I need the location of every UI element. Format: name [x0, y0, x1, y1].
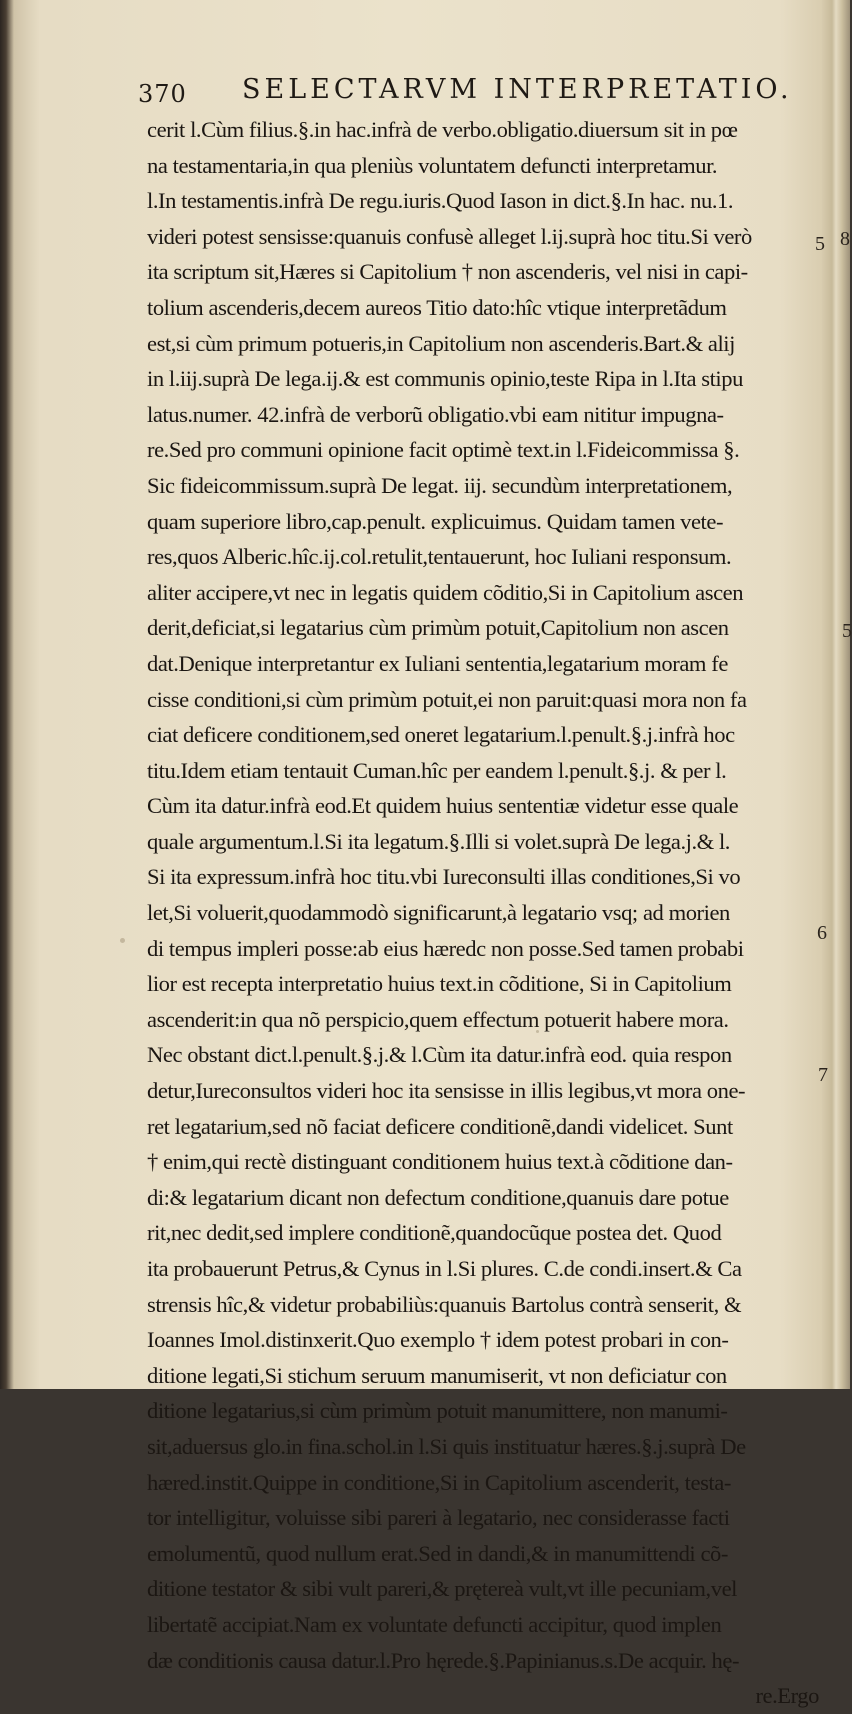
text-line: emolumentũ, quod nullum erat.Sed in dandi,& in manumittendi cõ- — [147, 1540, 728, 1566]
text-line: quale argumentum.l.Si ita legatum.§.Illi si volet.suprà De lega.j.& l. — [147, 828, 731, 854]
text-line: re.Sed pro communi opinione facit optimè text.in l.Fideicommissa §. — [147, 437, 740, 463]
text-line: ditione legatarius,si cùm primùm potuit manumittere, non manumi- — [147, 1398, 728, 1424]
text-line: videri potest sensisse:quanuis confusè alleget l.ij.suprà hoc titu.Si verò — [147, 223, 752, 249]
page-edge — [822, 0, 850, 1389]
text-line: aliter accipere,vt nec in legatis quidem cõditio,Si in Capitolium ascen — [147, 579, 744, 605]
text-line: ciat deficere conditionem,sed oneret legatarium.l.penult.§.j.infrà hoc — [147, 722, 735, 748]
margin-number: 6 — [817, 922, 827, 944]
text-line: hæred.instit.Quippe in conditione,Si in Capitolium ascenderit, testa- — [147, 1469, 731, 1495]
text-line: detur,Iureconsultos videri hoc ita sensisse in illis legibus,vt mora one- — [147, 1078, 746, 1104]
text-line: † enim,qui rectè distinguant conditionem huius text.à cõditione dan- — [147, 1149, 733, 1175]
text-line: derit,deficiat,si legatarius cùm primùm potuit,Capitolium non ascen — [147, 615, 729, 641]
page-number: 370 — [138, 80, 187, 108]
text-line: est,si cùm primum potueris,in Capitolium non ascenderis.Bart.& alij — [147, 330, 735, 356]
text-line: Si ita expressum.infrà hoc titu.vbi Iureconsulti illas conditiones,Si vo — [147, 864, 741, 890]
text-line: ascenderit:in qua nõ perspicio,quem effectum potuerit habere mora. — [147, 1006, 729, 1032]
text-line: na testamentaria,in qua pleniùs voluntatem defuncti interpretamur. — [147, 152, 718, 178]
margin-number: 5 — [842, 620, 852, 642]
text-line: Sic fideicommissum.suprà De legat. iij. secundùm interpretationem, — [147, 472, 733, 498]
text-line: libertatẽ accipiat.Nam ex voluntate defuncti accipitur, quod implen — [147, 1611, 722, 1637]
text-line: Nec obstant dict.l.penult.§.j.& l.Cùm ita datur.infrà eod. quia respon — [147, 1042, 732, 1068]
text-line: ita scriptum sit,Hæres si Capitolium † non ascenderis, vel nisi in capi- — [147, 259, 748, 285]
text-line: Cùm ita datur.infrà eod.Et quidem huius sententiæ videtur esse quale — [147, 793, 739, 819]
text-line: ret legatarium,sed nõ faciat deficere conditionẽ,dandi videlicet. Sunt — [147, 1113, 733, 1139]
text-line: tor intelligitur, voluisse sibi pareri à legatario, nec considerasse facti — [147, 1505, 730, 1531]
text-line: ditione testator & sibi vult pareri,& prętereà vult,vt ille pecuniam,vel — [147, 1576, 737, 1602]
text-line: latus.numer. 42.infrà de verborũ obligatio.vbi eam nititur impugna- — [147, 401, 724, 427]
text-line: dat.Denique interpretantur ex Iuliani sententia,legatarium moram fe — [147, 650, 728, 676]
margin-number: 7 — [818, 1064, 828, 1086]
text-line: res,quos Alberic.hîc.ij.col.retulit,tentauerunt, hoc Iuliani responsum. — [147, 544, 732, 570]
text-line: tolium ascenderis,decem aureos Titio dato:hîc vtique interpretãdum — [147, 294, 727, 320]
margin-number: 5 — [815, 233, 825, 255]
text-line: let,Si voluerit,quodammodò significarunt,à legatario vsq; ad morien — [147, 900, 730, 926]
page-header — [138, 74, 798, 114]
text-line: l.In testamentis.infrà De regu.iuris.Quod Iason in dict.§.In hac. nu.1. — [147, 188, 734, 214]
text-line: sit,aduersus glo.in fina.schol.in l.Si quis instituatur hæres.§.j.suprà De — [147, 1433, 746, 1459]
catchword: re.Ergo — [755, 1683, 819, 1709]
text-line: di tempus impleri posse:ab eius hæredc non posse.Sed tamen probabi — [147, 935, 744, 961]
text-line: di:& legatarium dicant non defectum conditione,quanuis dare potue — [147, 1184, 729, 1210]
text-line: cisse conditioni,si cùm primùm potuit,ei non paruit:quasi mora non fa — [147, 686, 747, 712]
text-line: lior est recepta interpretatio huius text.in cõditione, Si in Capitolium — [147, 971, 732, 997]
body-text — [147, 112, 823, 1714]
text-line: strensis hîc,& videtur probabiliùs:quanuis Bartolus contrà senserit, & — [147, 1291, 742, 1317]
text-line: Ioannes Imol.distinxerit.Quo exemplo † idem potest probari in con- — [147, 1327, 729, 1353]
running-title: SELECTARVM INTERPRETATIO. — [242, 74, 793, 105]
text-line: titu.Idem etiam tentauit Cuman.hîc per eandem l.penult.§.j. & per l. — [147, 757, 727, 783]
text-line: dæ conditionis causa datur.l.Pro hęrede.§.Papinianus.s.De acquir. hę- — [147, 1647, 740, 1673]
text-line: quam superiore libro,cap.penult. explicuimus. Quidam tamen vete- — [147, 508, 724, 534]
text-line: cerit l.Cùm filius.§.in hac.infrà de verbo.obligatio.diuersum sit in pœ — [147, 117, 738, 142]
text-line: ita probauerunt Petrus,& Cynus in l.Si plures. C.de condi.insert.& Ca — [147, 1256, 742, 1281]
text-line: rit,nec dedit,sed implere conditionẽ,quandocũque postea det. Quod — [147, 1220, 722, 1246]
text-line: ditione legati,Si stichum seruum manumiserit, vt non deficiatur con — [147, 1362, 727, 1388]
text-line: in l.iij.suprà De lega.ij.& est communis opinio,teste Ripa in l.Ita stipu — [147, 366, 743, 392]
margin-number: 8 — [840, 228, 850, 250]
paper-spot — [120, 938, 125, 943]
